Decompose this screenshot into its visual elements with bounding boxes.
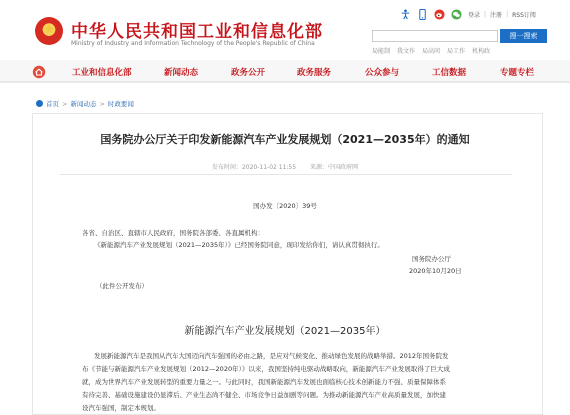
intro-text: 《新能源汽车产业发展规划（2021—2035年）》已经国务院同意，现印发给你们，请认真贯彻执行。 [94,241,384,249]
search-button[interactable]: 搜一搜索 [500,29,547,43]
document-number: 国办发〔2020〕39号 [253,202,317,210]
breadcrumb [36,99,134,108]
breadcrumb-news[interactable]: 新闻动态 [70,100,97,108]
breadcrumb-home[interactable]: 首页 [46,100,59,108]
location-icon [36,100,43,107]
article-title: 国务院办公厅关于印发新能源汽车产业发展规划（2021—2035年）的通知 [100,133,470,146]
nav-item-data[interactable]: 工信数据 [432,68,467,78]
divider [60,174,512,175]
issuer: 国务院办公厅 [412,255,451,263]
body-paragraph-line: 发展新能源汽车是我国从汽车大国迈向汽车强国的必由之路，是应对气候变化、推动绿色发展的战略举措。2012年国务院发 [94,352,449,360]
accessibility-icon[interactable] [400,9,411,20]
national-emblem-icon[interactable] [35,17,63,45]
body-paragraph-line: 布《节能与新能源汽车产业发展规划（2012—2020年）》以来，我国坚持纯电驱动战略取向，新能源汽车产业发展取得了巨大成 [82,365,450,373]
breadcrumb-separator: > [62,99,68,108]
hot-search-link[interactable]: 局高问 [422,48,441,55]
nav-item-miit[interactable]: 工业和信息化部 [72,68,132,78]
divider: | [484,11,487,18]
nav-item-gov-affairs[interactable]: 政务公开 [231,68,266,78]
breadcrumb-separator: > [99,99,105,108]
publish-time: 发布时间：2020-11-02 11:55 [211,164,297,171]
publication-note: （此件公开发布） [96,282,148,290]
article-source: 来源：中国政府网 [309,164,358,171]
nav-item-news[interactable]: 新闻动态 [164,68,199,78]
divider: | [506,11,509,18]
hot-search-link[interactable]: 局能制 [372,48,391,55]
main-nav [0,60,570,83]
search-input[interactable] [372,30,498,42]
issue-date: 2020年10月20日 [409,267,462,275]
site-title[interactable]: 中华人民共和国工业和信息化部 [71,22,323,42]
nav-item-gov-services[interactable]: 政务服务 [297,68,332,78]
body-paragraph-line: 设汽车强国，制定本规划。 [82,404,160,412]
home-icon[interactable] [32,65,46,79]
site-header [0,0,570,60]
mobile-icon[interactable] [417,9,428,20]
nav-item-special-topics[interactable]: 专题专栏 [500,68,535,78]
weibo-icon[interactable] [434,9,445,20]
plan-title: 新能源汽车产业发展规划（2021—2035年） [184,326,386,337]
hot-search-link[interactable]: 机构政 [472,48,491,55]
login-link[interactable]: 登录 [468,12,481,19]
article-meta [0,162,570,171]
register-link[interactable]: 注册 [490,12,503,19]
hot-search-link[interactable]: 局工作 [447,48,466,55]
hot-search-link[interactable]: 我文作 [397,48,416,55]
body-paragraph-line: 有待完善、基础设施建设仍显滞后、产业生态尚不健全、市场竞争日益加剧等问题。为推动新能源汽车产业高质量发展，加快建 [82,391,446,399]
hot-search-links [372,46,497,55]
top-toolbar [400,9,540,20]
rss-link[interactable]: RSS订阅 [512,12,536,19]
site-subtitle: Ministry of Industry and Information Technology of the People's Republic of China [71,40,315,47]
breadcrumb-current[interactable]: 时政要闻 [107,100,134,108]
recipients-text: 各省、自治区、直辖市人民政府，国务院各部委、各直属机构： [82,229,264,237]
wechat-icon[interactable] [451,9,462,20]
nav-item-public-participation[interactable]: 公众参与 [365,68,400,78]
body-paragraph-line: 就，成为世界汽车产业发展转型的重要力量之一。与此同时，我国新能源汽车发展也面临核心技术创新能力不强、质量保障体系 [82,378,446,386]
